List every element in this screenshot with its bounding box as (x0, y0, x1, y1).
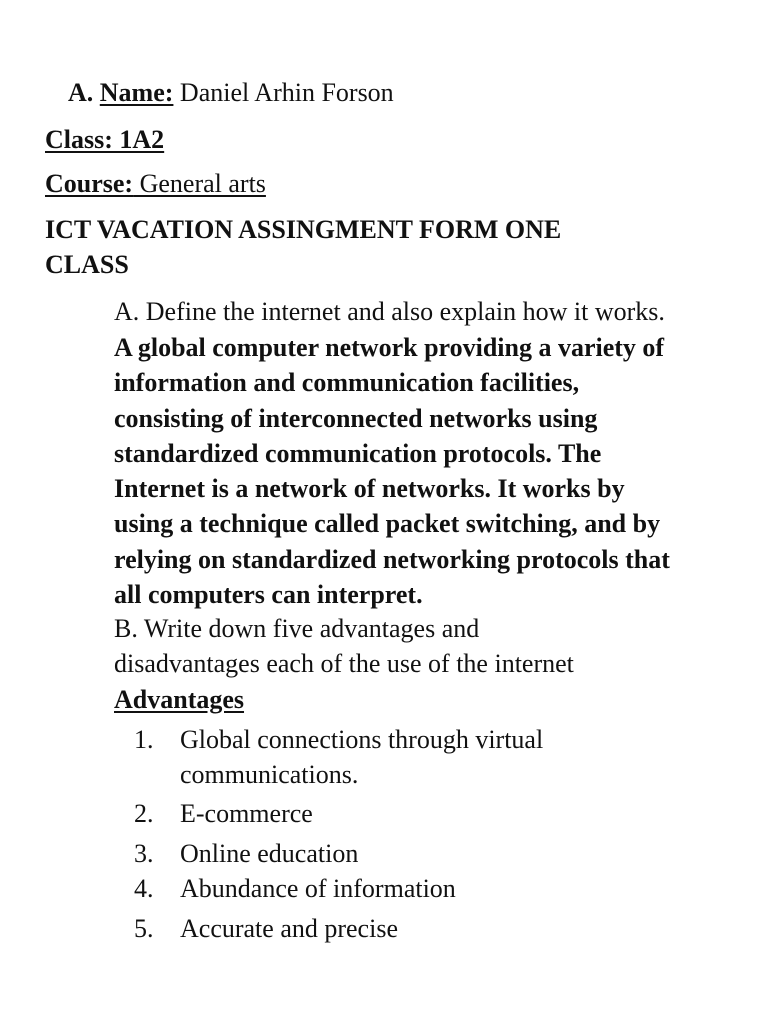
list-item-number: 5. (134, 914, 154, 943)
list-item: Online education (180, 839, 359, 868)
question-b-prompt-line1: B. Write down five advantages and (114, 614, 480, 643)
question-a-prompt: A. Define the internet and also explain how it works. (114, 297, 665, 326)
name-label: Name: (99, 78, 174, 107)
list-item-number: 2. (134, 799, 154, 828)
course-value: General arts (133, 169, 266, 198)
answer-line: Internet is a network of networks. It works by (114, 474, 625, 504)
list-item-number: 3. (134, 839, 154, 868)
answer-line: A global computer network providing a variety of (114, 333, 665, 362)
name-prefix: A. (68, 78, 94, 107)
answer-line: all computers can interpret. (114, 580, 423, 610)
list-item-number: 1. (134, 725, 154, 754)
assignment-title-line2: CLASS (45, 250, 129, 279)
course-label: Course: (45, 169, 134, 198)
list-item-number: 4. (134, 874, 154, 903)
answer-line: standardized communication protocols. The (114, 438, 602, 468)
question-a-answer (114, 330, 714, 612)
list-item-continuation: communications. (180, 760, 359, 789)
course-line (45, 166, 266, 201)
answer-line: information and communication facilities, (114, 368, 580, 398)
question-b-prompt-line2: disadvantages each of the use of the internet (114, 649, 574, 678)
answer-line: using a technique called packet switching, and by (114, 509, 661, 539)
list-item: Accurate and precise (180, 914, 398, 943)
list-item: Global connections through virtual (180, 725, 544, 754)
list-item: E-commerce (180, 799, 313, 828)
class-line: Class: 1A2 (45, 125, 165, 154)
name-line (68, 75, 394, 110)
name-value: Daniel Arhin Forson (173, 78, 394, 107)
answer-line: relying on standardized networking protocols that (114, 544, 670, 574)
advantages-heading: Advantages (114, 685, 245, 714)
list-item: Abundance of information (180, 874, 456, 903)
answer-line: consisting of interconnected networks using (114, 403, 598, 433)
assignment-title-line1: ICT VACATION ASSINGMENT FORM ONE (45, 215, 562, 244)
